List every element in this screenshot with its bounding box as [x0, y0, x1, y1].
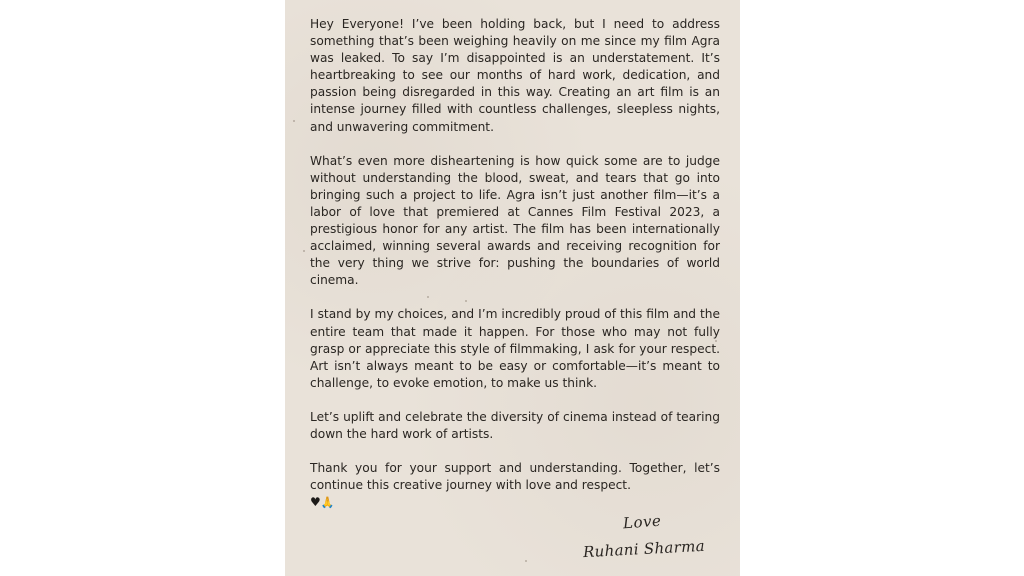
paragraph-4: Let’s uplift and celebrate the diversity of cinema instead of tearing down the hard work of artists. [310, 409, 720, 441]
paragraph-3: I stand by my choices, and I’m incredibly proud of this film and the entire team that made it happen. For those who may not fully grasp or appreciate this style of filmmaking, I ask for your respect. Art isn’t always meant to be easy or comfortable—it’s meant to challenge, to evoke emotion, to make us think. [310, 307, 720, 390]
signature-name: Ruhani Sharma [582, 536, 706, 562]
letter-body [310, 16, 720, 511]
paragraph-1: Hey Everyone! I’ve been holding back, but I need to address something that’s been weighing heavily on me since my film Agra was leaked. To say I’m disappointed is an understatement. It’s heartbreaking to see our months of hard work, dedication, and passion being disregarded in this way. Creating an art film is an intense journey filled with countless challenges, sleepless nights, and unwavering commitment. [310, 17, 720, 134]
praying-hands-icon: 🙏 [320, 496, 335, 510]
letter-paper [285, 0, 740, 576]
heart-icon: ♥ [310, 495, 321, 510]
paragraph-5: Thank you for your support and understanding. Together, let’s continue this creative journey with love and respect. [310, 461, 720, 493]
emoji-line [310, 494, 720, 511]
paragraph-2: What’s even more disheartening is how quick some are to judge without understanding the blood, sweat, and tears that go into bringing such a project to life. Agra isn’t just another film—it’s a labor of love that premiered at Cannes Film Festival 2023, a prestigious honor for any artist. The film has been internationally acclaimed, winning several awards and receiving recognition for the very thing we strive for: pushing the boundaries of world cinema. [310, 153, 720, 288]
signature-closing: Love [622, 511, 662, 533]
